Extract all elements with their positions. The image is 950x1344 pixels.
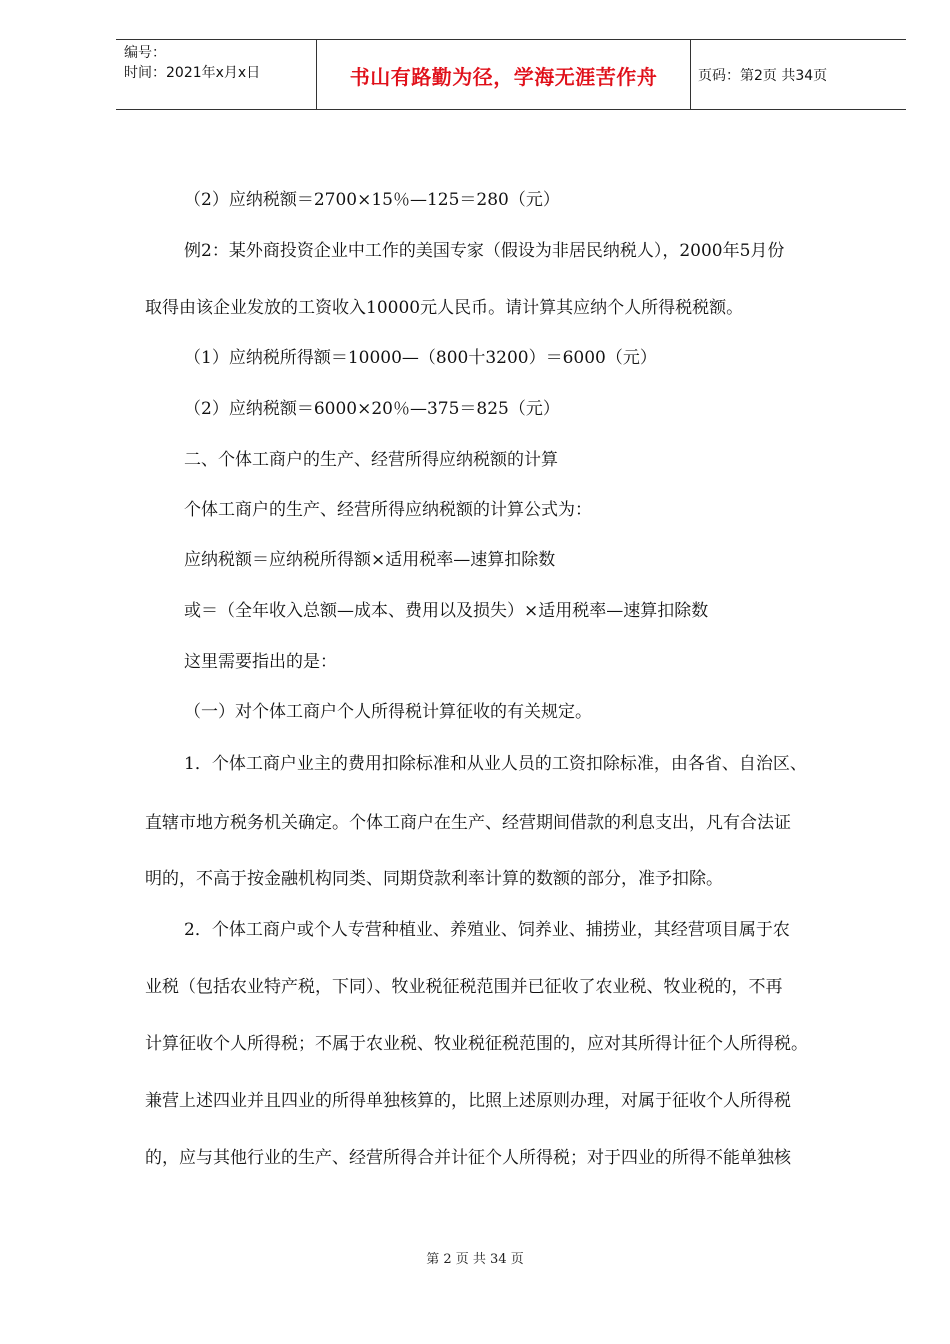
body-line: 计算征收个人所得税；不属于农业税、牧业税征税范围的，应对其所得计征个人所得税。 xyxy=(145,1034,808,1054)
body-line: 这里需要指出的是： xyxy=(184,652,337,672)
body-line: 2．个体工商户或个人专营种植业、养殖业、饲养业、捕捞业，其经营项目属于农 xyxy=(184,920,790,940)
body-line: （2）应纳税额＝2700×15％—125＝280（元） xyxy=(184,190,560,210)
body-line: 取得由该企业发放的工资收入10000元人民币。请计算其应纳个人所得税税额。 xyxy=(145,298,744,318)
body-line: 兼营上述四业并且四业的所得单独核算的，比照上述原则办理，对属于征收个人所得税 xyxy=(145,1091,791,1111)
body-line: 明的，不高于按金融机构同类、同期贷款利率计算的数额的部分，准予扣除。 xyxy=(145,869,723,889)
formula-line: 或＝（全年收入总额—成本、费用以及损失）×适用税率—速算扣除数 xyxy=(184,601,709,621)
page-footer: 第 2 页 共 34 页 xyxy=(426,1252,524,1267)
header-page-info: 页码：第2页 共34页 xyxy=(698,68,828,84)
body-line: 的，应与其他行业的生产、经营所得合并计征个人所得税；对于四业的所得不能单独核 xyxy=(145,1148,791,1168)
page-header xyxy=(116,39,906,110)
body-line: 直辖市地方税务机关确定。个体工商户在生产、经营期间借款的利息支出，凡有合法证 xyxy=(145,813,791,833)
section-heading: 二、个体工商户的生产、经营所得应纳税额的计算 xyxy=(184,450,558,470)
subsection-heading: （一）对个体工商户个人所得税计算征收的有关规定。 xyxy=(184,702,592,722)
body-line: 例2：某外商投资企业中工作的美国专家（假设为非居民纳税人），2000年5月份 xyxy=(184,241,785,261)
time-label: 时间：2021年x月x日 xyxy=(124,65,261,81)
body-line: 1．个体工商户业主的费用扣除标准和从业人员的工资扣除标准，由各省、自治区、 xyxy=(184,754,807,774)
header-left-cell xyxy=(116,40,316,109)
formula-line: 应纳税额＝应纳税所得额×适用税率—速算扣除数 xyxy=(184,550,556,570)
body-line: 业税（包括农业特产税，下同）、牧业税征税范围并已征收了农业税、牧业税的，不再 xyxy=(145,977,783,997)
header-middle-cell xyxy=(316,40,691,109)
code-label: 编号： xyxy=(124,45,166,61)
header-motto: 书山有路勤为径，学海无涯苦作舟 xyxy=(349,65,658,89)
body-line: （2）应纳税额＝6000×20％—375＝825（元） xyxy=(184,399,560,419)
body-line: （1）应纳税所得额＝10000—（800十3200）＝6000（元） xyxy=(184,348,657,368)
header-right-cell xyxy=(690,40,906,109)
body-line: 个体工商户的生产、经营所得应纳税额的计算公式为： xyxy=(184,500,592,520)
